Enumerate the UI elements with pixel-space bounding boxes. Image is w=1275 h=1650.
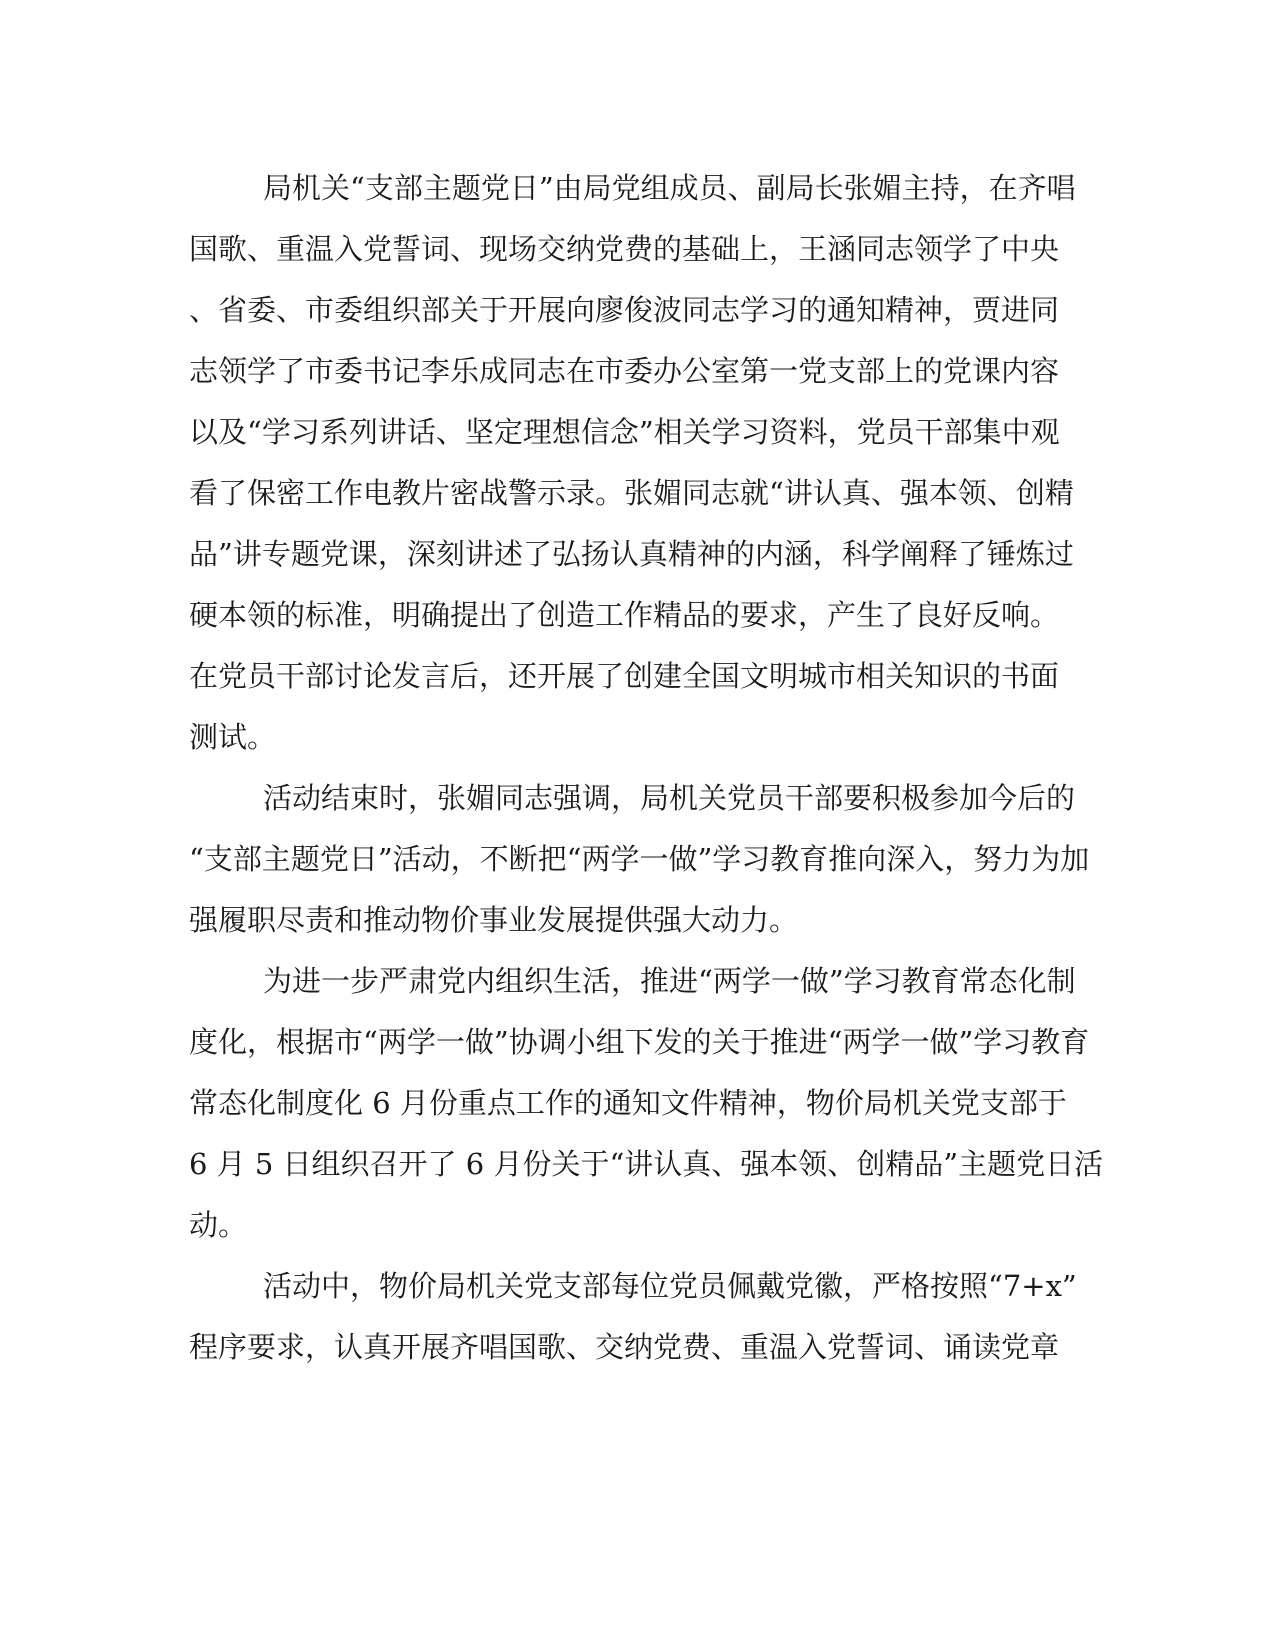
text-line: “支部主题党日”活动，不断把“两学一做”学习教育推向深入，努力为加 — [189, 842, 1090, 876]
text-line: 为进一步严肃党内组织生活，推进“两学一做”学习教育常态化制 — [263, 964, 1076, 998]
text-line: 国歌、重温入党誓词、现场交纳党费的基础上，王涵同志领学了中央 — [189, 232, 1060, 266]
paragraph — [189, 1256, 1089, 1378]
text-line: 程序要求，认真开展齐唱国歌、交纳党费、重温入党誓词、诵读党章 — [189, 1330, 1060, 1364]
document-body — [189, 158, 1104, 1378]
text-line: 局机关“支部主题党日”由局党组成员、副局长张媚主持，在齐唱 — [263, 171, 1076, 205]
text-line: 动。 — [189, 1208, 248, 1242]
paragraph — [189, 768, 1089, 951]
text-line: 在党员干部讨论发言后，还开展了创建全国文明城市相关知识的书面 — [189, 659, 1060, 693]
text-line: 以及“学习系列讲话、坚定理想信念”相关学习资料，党员干部集中观 — [189, 415, 1060, 449]
text-line: 度化，根据市“两学一做”协调小组下发的关于推进“两学一做”学习教育 — [189, 1025, 1090, 1059]
text-line: 看了保密工作电教片密战警示录。张媚同志就“讲认真、强本领、创精 — [189, 476, 1074, 510]
text-line: 硬本领的标准，明确提出了创造工作精品的要求，产生了良好反响。 — [189, 598, 1060, 632]
text-line: 活动中，物价局机关党支部每位党员佩戴党徽，严格按照“7+x” — [263, 1269, 1077, 1303]
text-line: 强履职尽责和推动物价事业发展提供强大动力。 — [189, 903, 799, 937]
text-line: 6 月 5 日组织召开了 6 月份关于“讲认真、强本领、创精品”主题党日活 — [189, 1147, 1104, 1181]
text-line: 测试。 — [189, 720, 277, 754]
text-line: 品”讲专题党课，深刻讲述了弘扬认真精神的内涵，科学阐释了锤炼过 — [189, 537, 1074, 571]
text-line: 常态化制度化 6 月份重点工作的通知文件精神，物价局机关党支部于 — [189, 1086, 1067, 1120]
text-line: 志领学了市委书记李乐成同志在市委办公室第一党支部上的党课内容 — [189, 354, 1060, 388]
paragraph — [189, 158, 1089, 768]
text-line: 活动结束时，张媚同志强调，局机关党员干部要积极参加今后的 — [263, 781, 1076, 815]
paragraph — [189, 951, 1104, 1256]
text-line: 、省委、市委组织部关于开展向廖俊波同志学习的通知精神，贾进同 — [189, 293, 1060, 327]
